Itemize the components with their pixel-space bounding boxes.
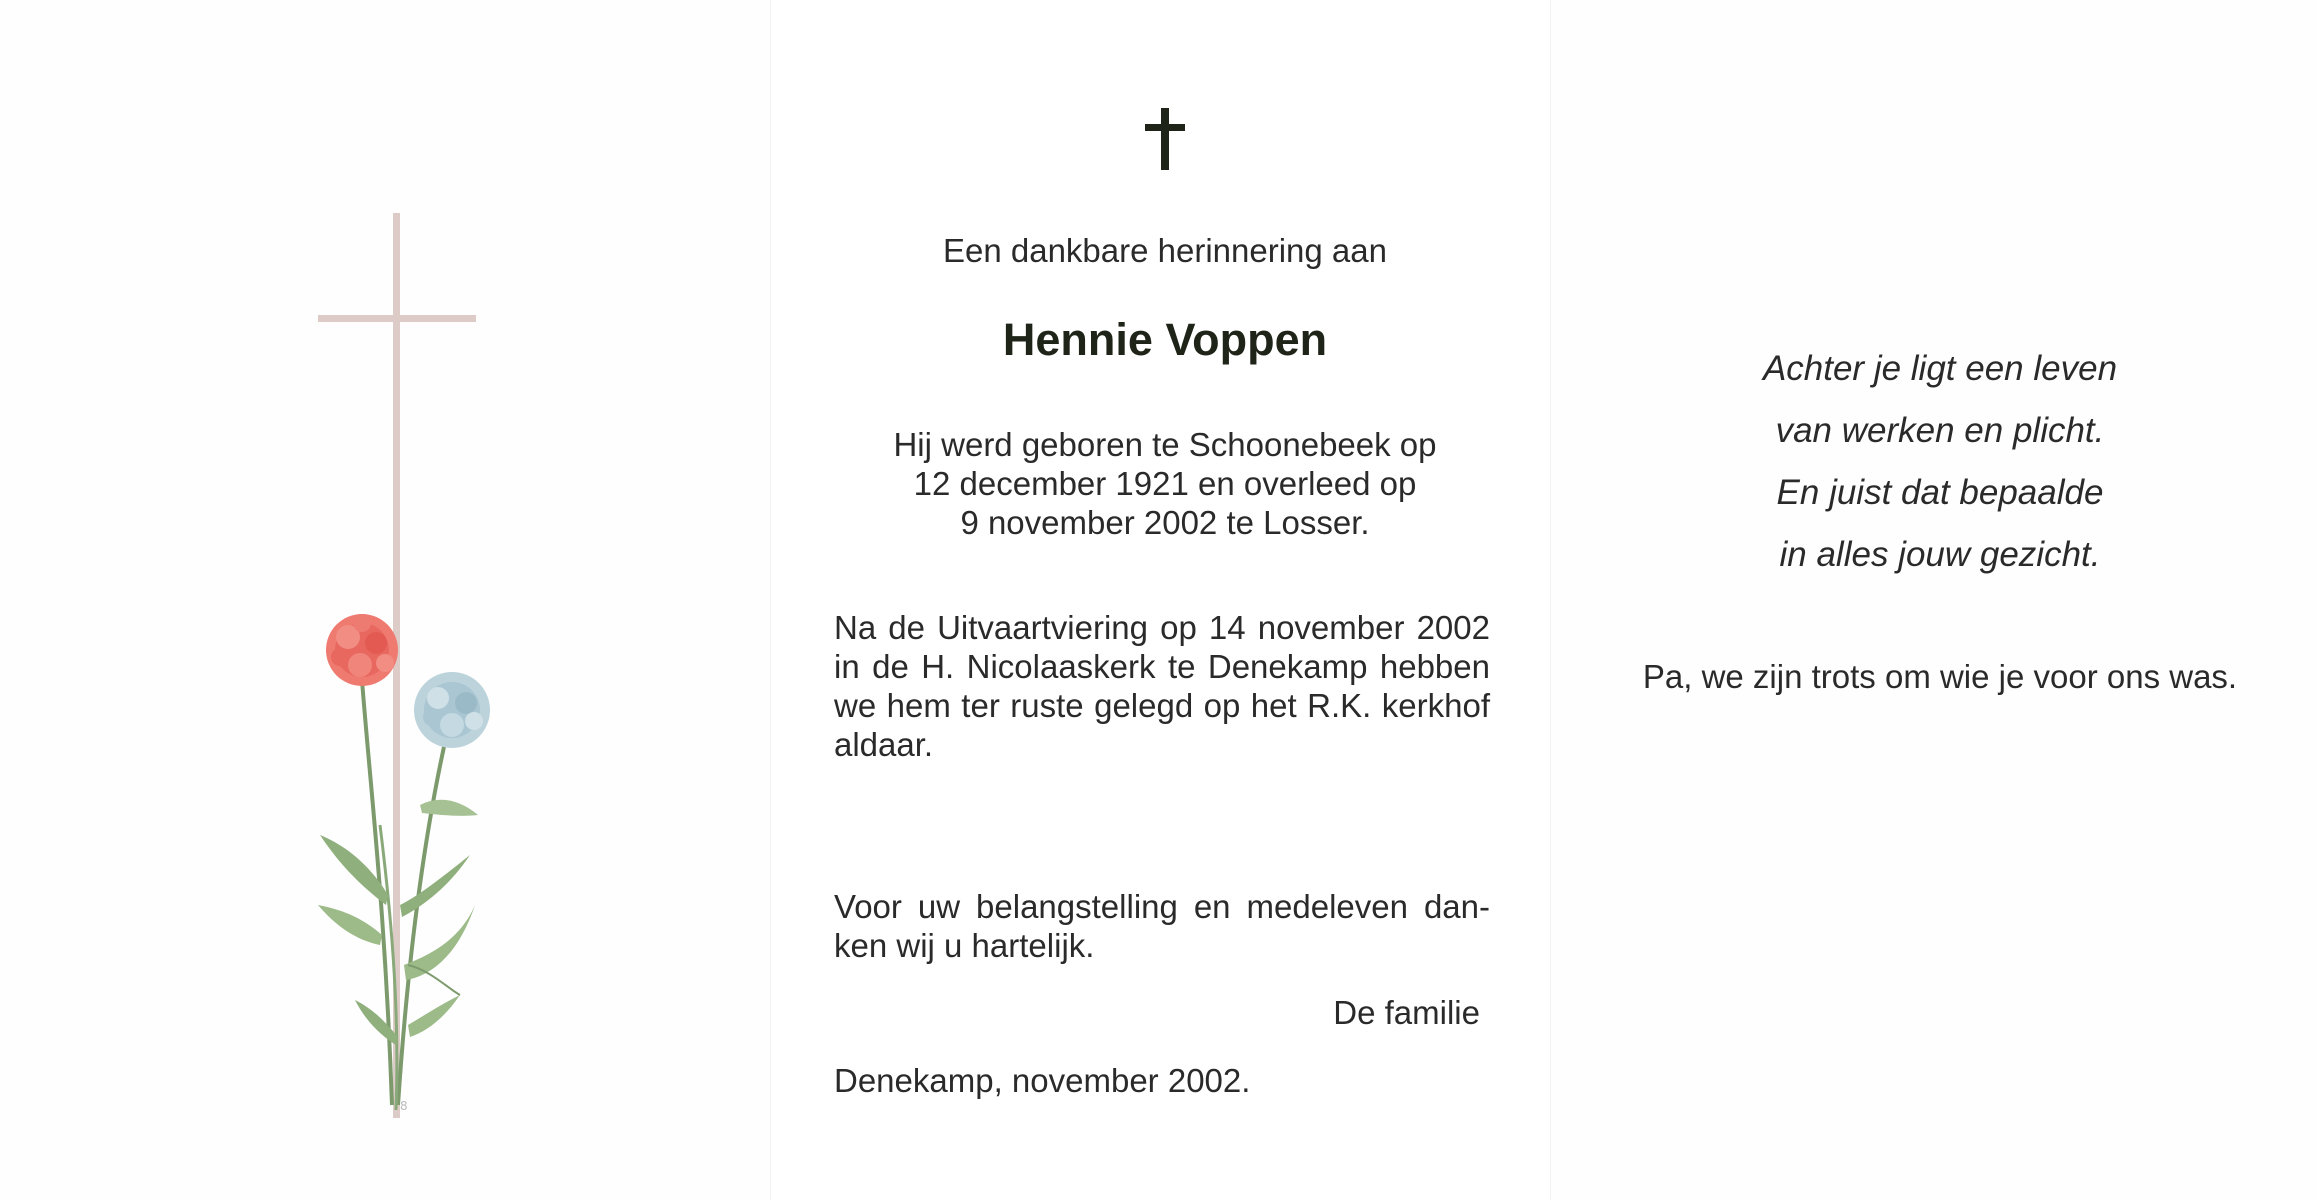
poem-line-1: Achter je ligt een leven bbox=[1762, 349, 2118, 388]
tribute-text: Pa, we zijn trots om wie je voor ons was. bbox=[1642, 658, 2238, 695]
thanks-paragraph: Voor uw belangstelling en medeleven dan-ken wij u hartelijk. bbox=[834, 888, 1490, 964]
poem-line-2: van werken en plicht. bbox=[1775, 411, 2105, 450]
latin-cross-icon bbox=[1135, 104, 1195, 174]
poem bbox=[1620, 338, 2260, 586]
birth-line-2: 12 december 1921 en overleed op bbox=[913, 465, 1417, 502]
poem-line-3: En juist dat bepaalde bbox=[1776, 473, 2104, 512]
cross-with-flowers-illustration bbox=[300, 205, 520, 1125]
poem-line-4: in alles jouw gezicht. bbox=[1779, 535, 2101, 574]
funeral-paragraph: Na de Uitvaartviering op 14 november 2002 in de H. Nicolaaskerk te Denekamp hebben we hem ter ruste gelegd op het R.K. kerkhof aldaar. bbox=[834, 609, 1490, 763]
birth-line-1: Hij werd geboren te Schoonebeek op bbox=[893, 426, 1437, 463]
svg-text:8: 8 bbox=[400, 1099, 408, 1113]
right-panel bbox=[1550, 0, 2316, 1200]
birth-line-3: 9 november 2002 te Losser. bbox=[960, 504, 1370, 541]
deceased-name: Hennie Voppen bbox=[1002, 314, 1328, 365]
birth-death-text bbox=[820, 425, 1510, 542]
fold-line-left bbox=[770, 0, 771, 1200]
intro-text: Een dankbare herinnering aan bbox=[942, 232, 1387, 269]
fold-line-right bbox=[1550, 0, 1551, 1200]
signature: De familie bbox=[1333, 994, 1480, 1031]
place-date: Denekamp, november 2002. bbox=[834, 1062, 1251, 1099]
